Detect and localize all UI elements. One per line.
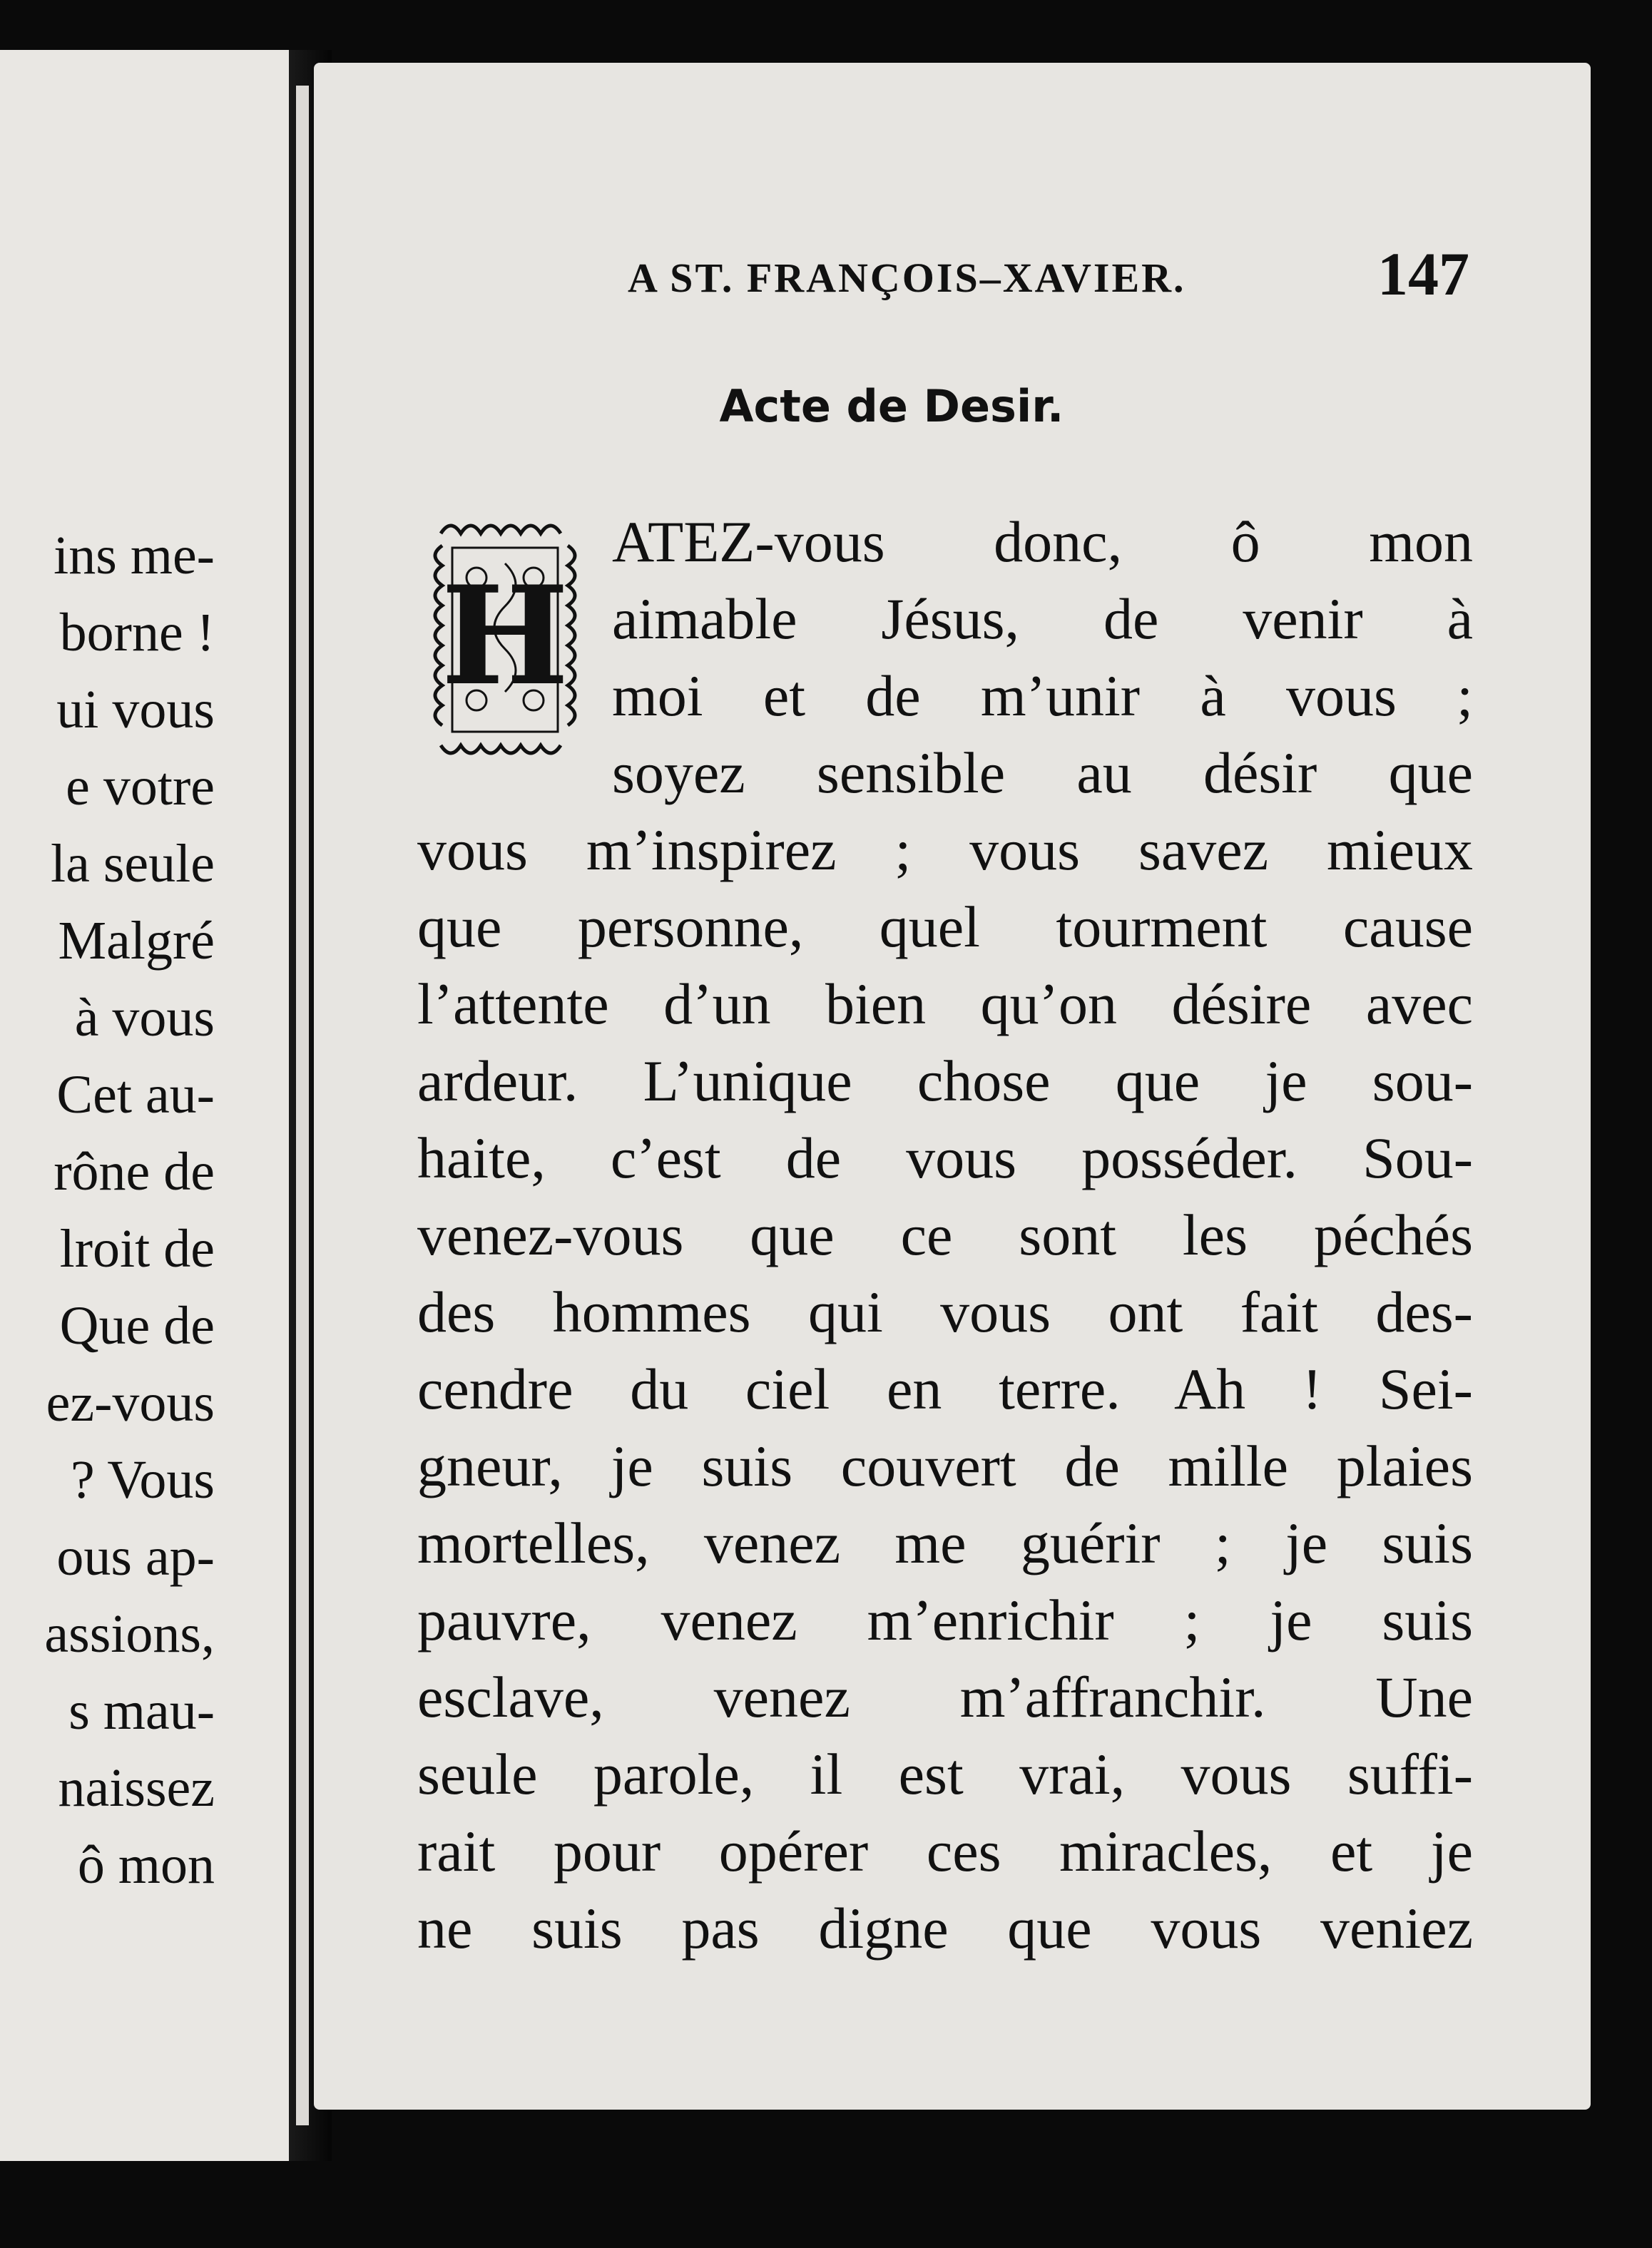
left-page-line: assions, [44,1604,215,1664]
left-page-line: borne ! [59,603,215,663]
body-line: esclave, venez m’affranchir. Une [417,1665,1473,1730]
left-page-line: lroit de [59,1219,215,1279]
body-line: mortelles, venez me guérir ; je suis [417,1511,1473,1575]
left-page-line: à vous [74,988,215,1048]
left-page-line: naissez [58,1758,215,1818]
left-page-line: ins me- [53,526,215,586]
body-line: rait pour opérer ces miracles, et je [417,1819,1473,1884]
section-heading: Acte de Desir. [719,380,1064,432]
body-line: des hommes qui vous ont fait des- [417,1279,1473,1344]
left-page-line: ? Vous [70,1450,215,1510]
body-line: ATEZ-vous donc, ô mon [612,509,1473,574]
body-line: ne suis pas digne que vous veniez [417,1896,1473,1961]
left-page-line: Cet au- [56,1065,215,1125]
body-line: cendre du ciel en terre. Ah ! Sei- [417,1357,1473,1421]
body-line: venez-vous que ce sont les péchés [417,1202,1473,1267]
left-page-line: ô mon [77,1835,215,1895]
left-page-line: e votre [66,757,215,817]
body-line: soyez sensible au désir que [612,740,1473,805]
body-line: vous m’inspirez ; vous savez mieux [417,817,1473,882]
left-page-line: ez-vous [46,1373,215,1433]
running-header [314,242,1469,314]
left-page-line: rône de [53,1142,215,1202]
left-page-line: la seule [50,834,215,894]
left-page-line: Malgré [58,911,215,971]
body-line: seule parole, il est vrai, vous suffi- [417,1742,1473,1807]
body-line: l’attente d’un bien qu’on désire avec [417,971,1473,1036]
body-line: que personne, quel tourment cause [417,894,1473,959]
body-line: aimable Jésus, de venir à [612,586,1473,651]
page-number: 147 [1377,240,1469,308]
body-line: ardeur. L’unique chose que je sou- [417,1048,1473,1113]
left-page-line: s mau- [68,1681,215,1741]
drop-cap-letter: H [441,556,569,715]
body-line: moi et de m’unir à vous ; [612,663,1473,728]
drop-cap [427,514,583,763]
running-title: A ST. FRANÇOIS–XAVIER. [628,255,1186,301]
body-line: haite, c’est de vous posséder. Sou- [417,1125,1473,1190]
left-page-line: ous ap- [56,1527,215,1587]
body-line: gneur, je suis couvert de mille plaies [417,1434,1473,1498]
left-page-line: ui vous [56,680,215,740]
body-line: pauvre, venez m’enrichir ; je suis [417,1588,1473,1652]
page-edge-strip [296,86,309,2125]
left-facing-page [0,50,289,2161]
left-page-line: Que de [59,1296,215,1356]
floral-border-icon [427,514,583,763]
